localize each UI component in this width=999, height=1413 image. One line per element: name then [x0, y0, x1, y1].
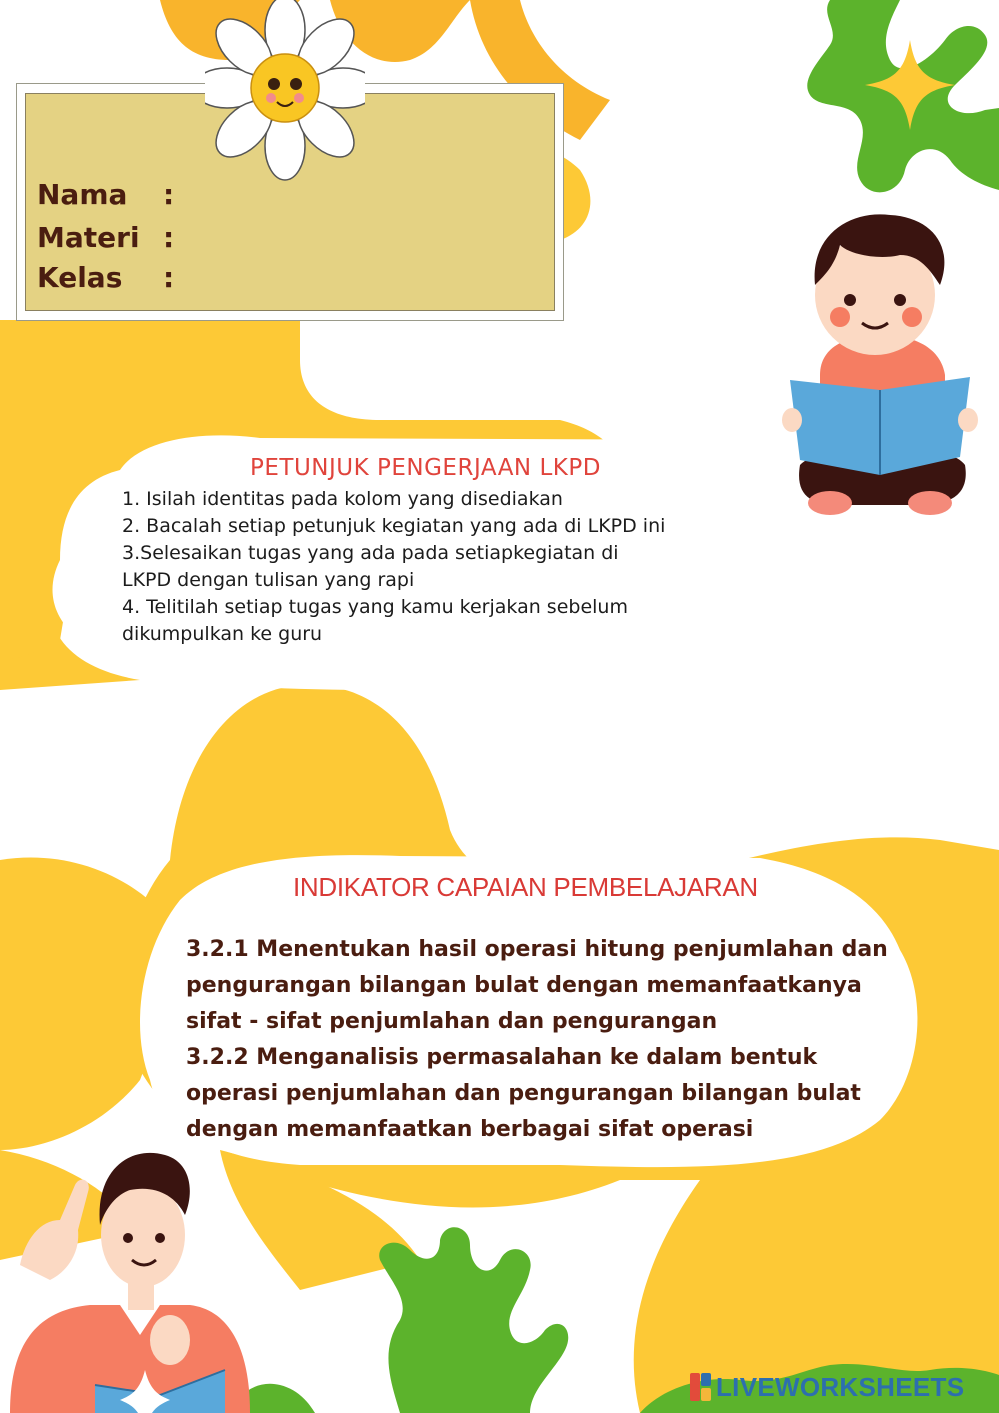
identity-colon: :: [163, 261, 175, 294]
indicator-line: dengan memanfaatkan berbagai sifat operasi: [186, 1117, 754, 1142]
liveworksheets-logo-icon: [690, 1373, 712, 1401]
identity-row-materi: [37, 221, 174, 254]
indicator-line: pengurangan bilangan bulat dengan memanfaatkanya: [186, 973, 862, 998]
flower-sticker-icon: [205, 0, 365, 185]
instruction-line: dikumpulkan ke guru: [122, 623, 323, 645]
indicator-line: 3.2.2 Menganalisis permasalahan ke dalam bentuk: [186, 1045, 818, 1070]
indicator-line: 3.2.1 Menentukan hasil operasi hitung penjumlahan dan: [186, 937, 888, 962]
indicator-line: sifat - sifat penjumlahan dan pengurangan: [186, 1009, 718, 1034]
identity-row-kelas: [37, 261, 174, 294]
identity-colon: :: [163, 178, 175, 211]
brand-logo: [690, 1372, 964, 1402]
indicators-list: [186, 932, 926, 1148]
man-reading-icon: [0, 1120, 260, 1413]
identity-label-nama: Nama: [37, 178, 128, 211]
instruction-line: 1. Isilah identitas pada kolom yang disediakan: [122, 488, 563, 510]
instructions-list: [122, 486, 812, 648]
indicators-title: INDIKATOR CAPAIAN PEMBELAJARAN: [293, 872, 758, 902]
instruction-line: 3.Selesaikan tugas yang ada pada setiapkegiatan di: [122, 542, 619, 564]
indicator-line: operasi penjumlahan dan pengurangan bilangan bulat: [186, 1081, 861, 1106]
instructions-title: PETUNJUK PENGERJAAN LKPD: [250, 455, 601, 481]
brand-name: LIVEWORKSHEETS: [716, 1371, 965, 1402]
identity-label-materi: Materi: [37, 221, 140, 254]
boy-reading-icon: [780, 205, 980, 525]
instruction-line: 2. Bacalah setiap petunjuk kegiatan yang ada di LKPD ini: [122, 515, 666, 537]
identity-row-nama: [37, 178, 174, 211]
identity-label-kelas: Kelas: [37, 261, 123, 294]
instruction-line: LKPD dengan tulisan yang rapi: [122, 569, 415, 591]
instruction-line: 4. Telitilah setiap tugas yang kamu kerjakan sebelum: [122, 596, 628, 618]
identity-colon: :: [163, 221, 175, 254]
